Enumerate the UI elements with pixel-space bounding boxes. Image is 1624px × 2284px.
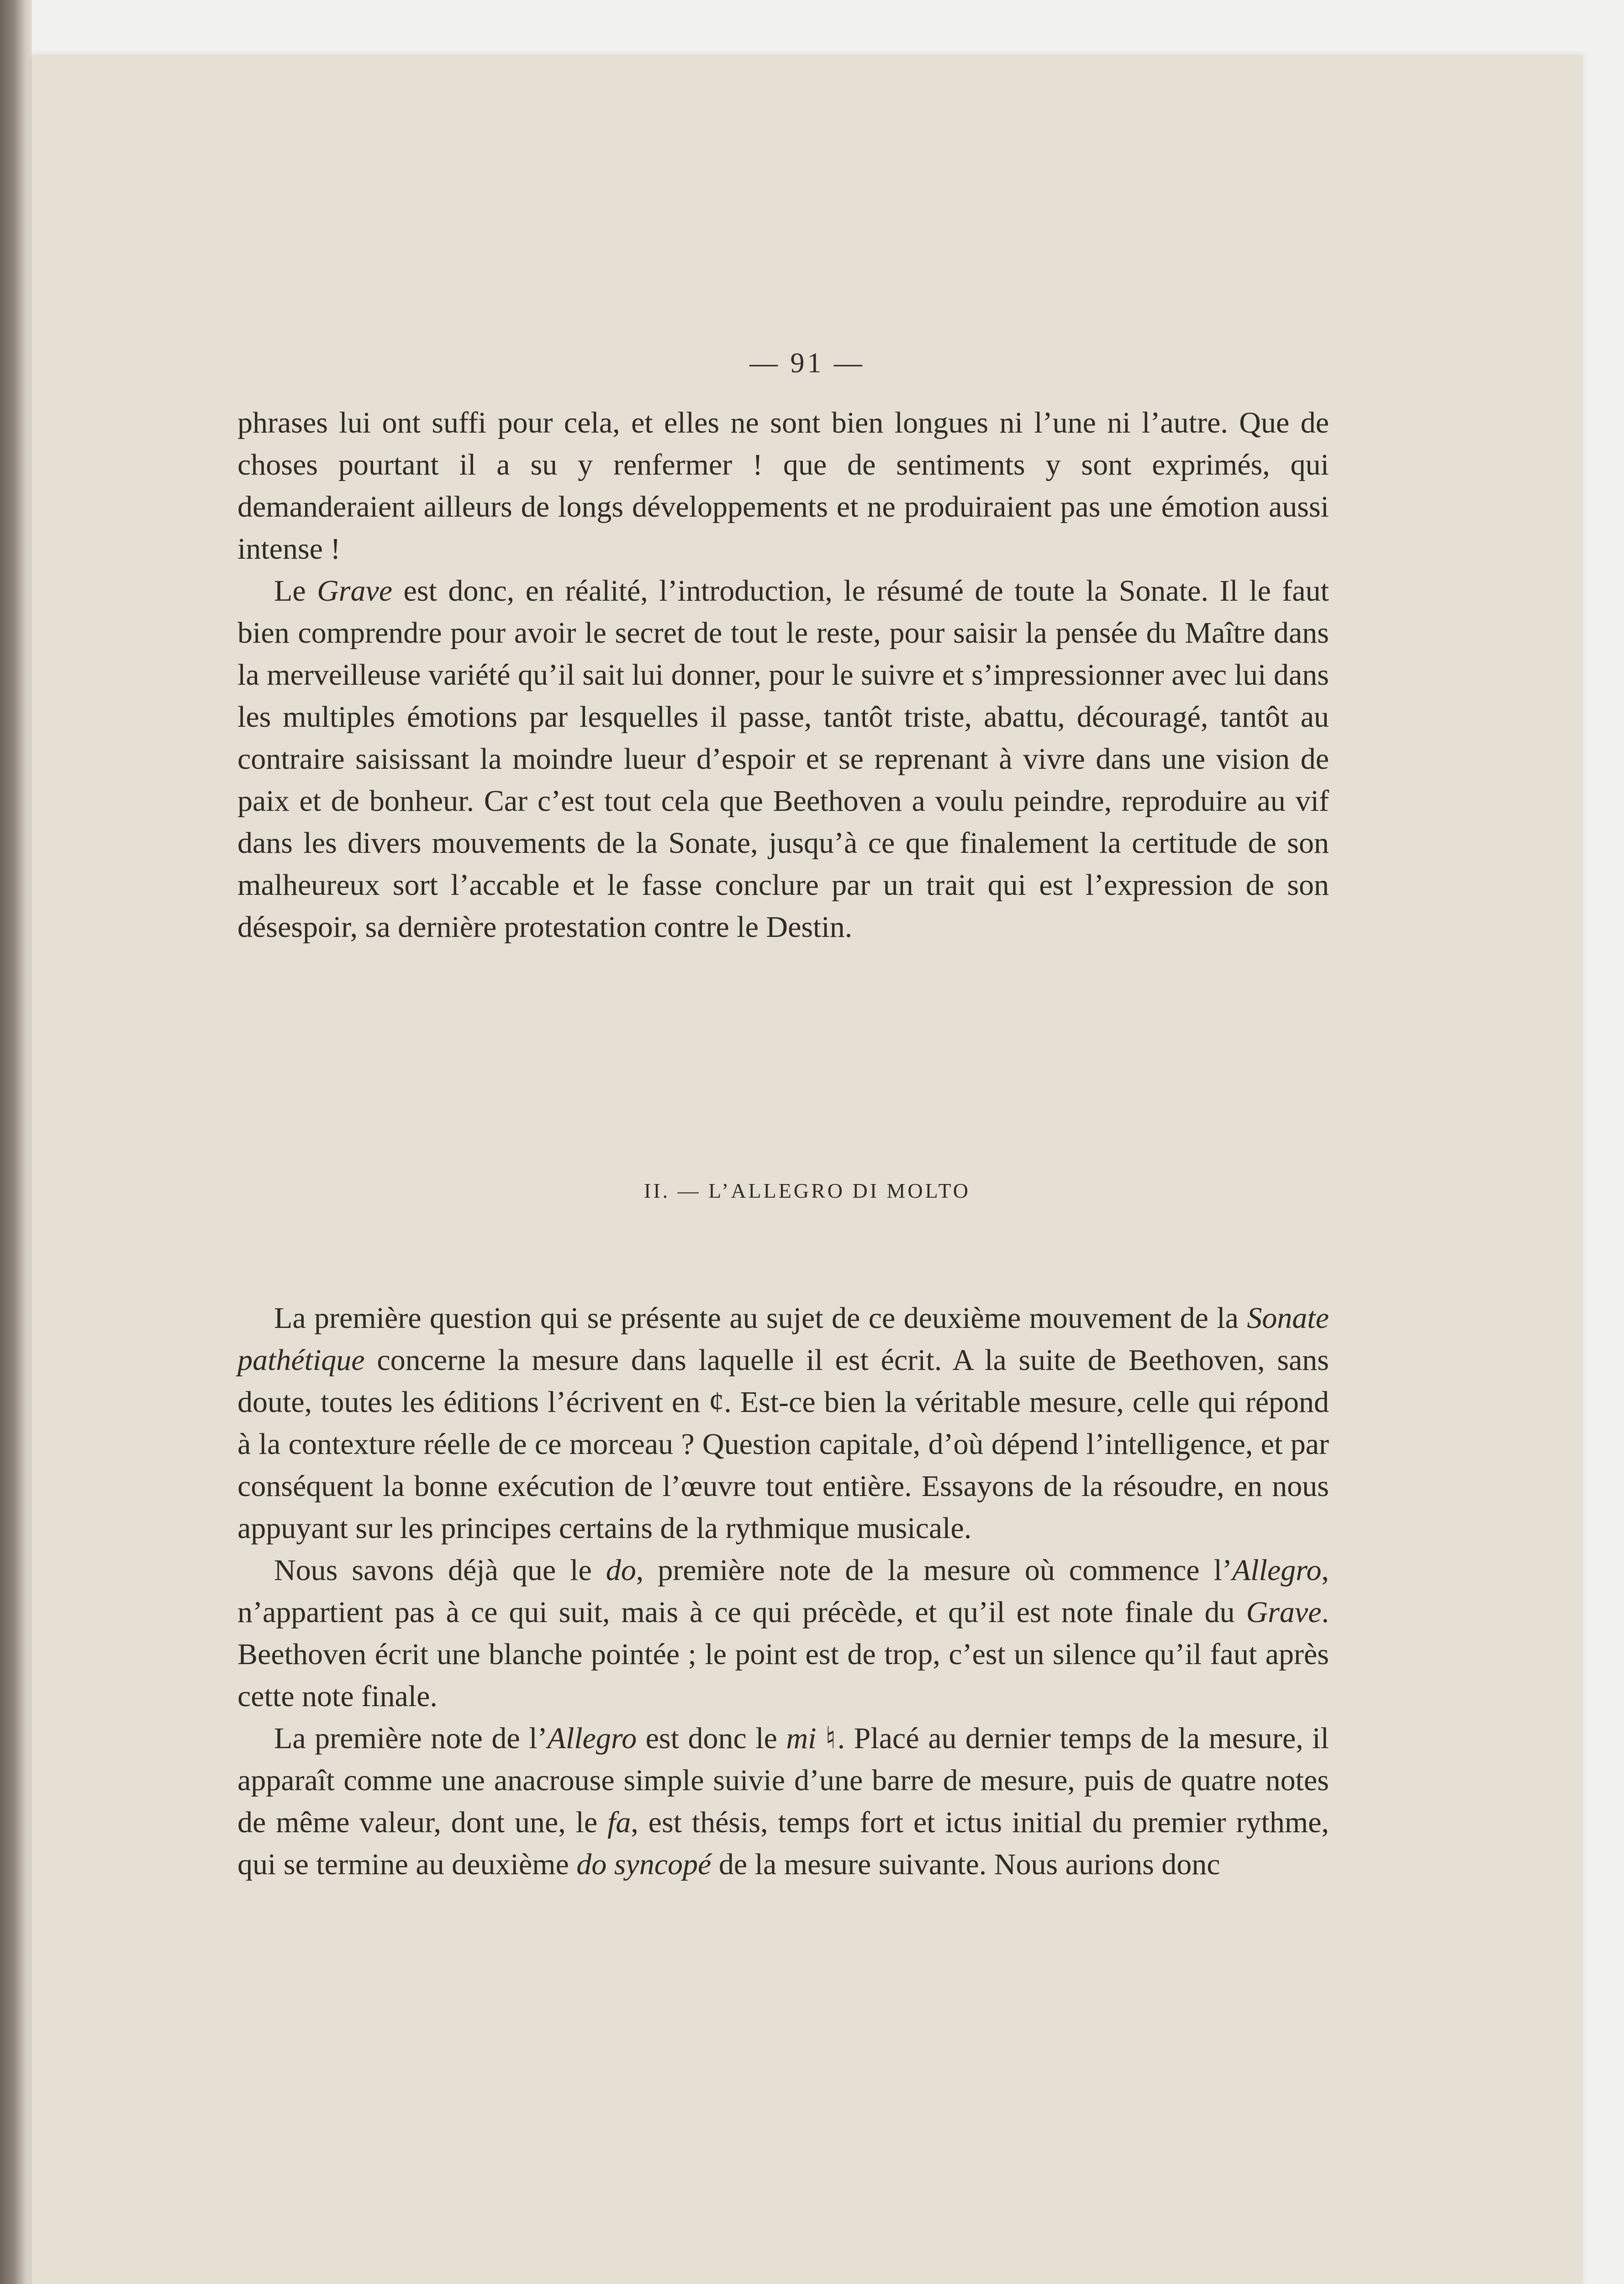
paragraph-4-text-b: , première note de la mesure où commence l’ <box>636 1554 1232 1587</box>
paragraph-3-text-a: La première question qui se présente au sujet de ce deuxième mouvement de la <box>274 1301 1247 1335</box>
paragraph-1-text: phrases lui ont suffi pour cela, et elles ne sont bien longues ni l’une ni l’autre. Que de choses pourtant il a su y renfermer ! que de sentiments y sont exprimés, qui demanderaient ailleurs de longs développements et ne produiraient pas une émotion aussi intense ! <box>237 406 1329 566</box>
paragraph-2-text-b: est donc, en réalité, l’introduction, le résumé de toute la Sonate. Il le faut bien comprendre pour avoir le secret de tout le reste, pour saisir la pensée du Maître dans la merveilleuse variété qu’il sait lui donner, pour le suivre et s’impressionner avec lui dans les multiples émotions par lesquelles il passe, tantôt triste, abattu, découragé, tantôt au contraire saisissant la moindre lueur d’espoir et se reprenant à vivre dans une vision de paix et de bonheur. Car c’est tout cela que Beethoven a voulu peindre, reproduire au vif dans les divers mouvements de la Sonate, jusqu’à ce que finalement la certitude de son malheureux sort l’accable et le fasse conclure par un trait qui est l’expression de son désespoir, sa dernière protestation contre le Destin. <box>237 574 1329 944</box>
paragraph-5 <box>237 1718 1329 1886</box>
paragraph-5-text-d: , est thésis, temps fort et ictus initial du premier rythme, qui se termine au deuxième <box>237 1806 1329 1881</box>
section-2-text <box>237 1297 1329 1886</box>
paragraph-4 <box>237 1549 1329 1718</box>
paragraph-4-italic-allegro: Allegro <box>1232 1554 1322 1587</box>
paragraph-5-italic-fa: fa <box>607 1806 631 1839</box>
paragraph-3-italic: Sonate pathétique <box>237 1301 1329 1377</box>
paragraph-2-text-a: Le <box>274 574 317 608</box>
scan-binding-shadow <box>0 0 32 2284</box>
paragraph-5-text-c: ♮. Placé au dernier temps de la mesure, il apparaît comme une anacrouse simple suivie d’une barre de mesure, puis de quatre notes de même valeur, dont une, le <box>237 1722 1329 1839</box>
paragraph-5-text-e: de la mesure suivante. Nous aurions donc <box>711 1848 1220 1881</box>
paragraph-5-italic-mi: mi <box>786 1722 817 1755</box>
paragraph-5-italic-allegro: Allegro <box>547 1722 637 1755</box>
paragraph-5-text-a: La première note de l’ <box>274 1722 548 1755</box>
paragraph-3-text-b: concerne la mesure dans laquelle il est écrit. A la suite de Beethoven, sans doute, toutes les éditions l’écrivent en ¢. Est-ce bien la véritable mesure, celle qui répond à la contexture réelle de ce morceau ? Question capitale, d’où dépend l’intelligence, et par conséquent la bonne exécution de l’œuvre tout entière. Essayons de la résoudre, en nous appuyant sur les principes certains de la rythmique musicale. <box>237 1343 1329 1545</box>
paragraph-3 <box>237 1297 1329 1549</box>
paragraph-2 <box>237 570 1329 948</box>
page-number: — 91 — <box>749 348 865 379</box>
paragraph-1 <box>237 402 1329 570</box>
section-heading: II. — L’ALLEGRO DI MOLTO <box>644 1179 970 1202</box>
book-page <box>32 55 1582 2284</box>
section-1-text <box>237 402 1329 948</box>
paragraph-2-italic: Grave <box>317 574 393 608</box>
paragraph-4-text-c: , n’appartient pas à ce qui suit, mais à ce qui précède, et qu’il est note finale du <box>237 1554 1329 1629</box>
paragraph-4-text-d: . Beethoven écrit une blanche pointée ; le point est de trop, c’est un silence qu’il faut après cette note finale. <box>237 1596 1329 1713</box>
paragraph-4-text-a: Nous savons déjà que le <box>274 1554 606 1587</box>
paragraph-4-italic-do: do <box>606 1554 636 1587</box>
paragraph-5-text-b: est donc le <box>637 1722 786 1755</box>
paragraph-4-italic-grave: Grave <box>1246 1596 1322 1629</box>
paragraph-5-italic-do-syncope: do syncopé <box>576 1848 712 1881</box>
